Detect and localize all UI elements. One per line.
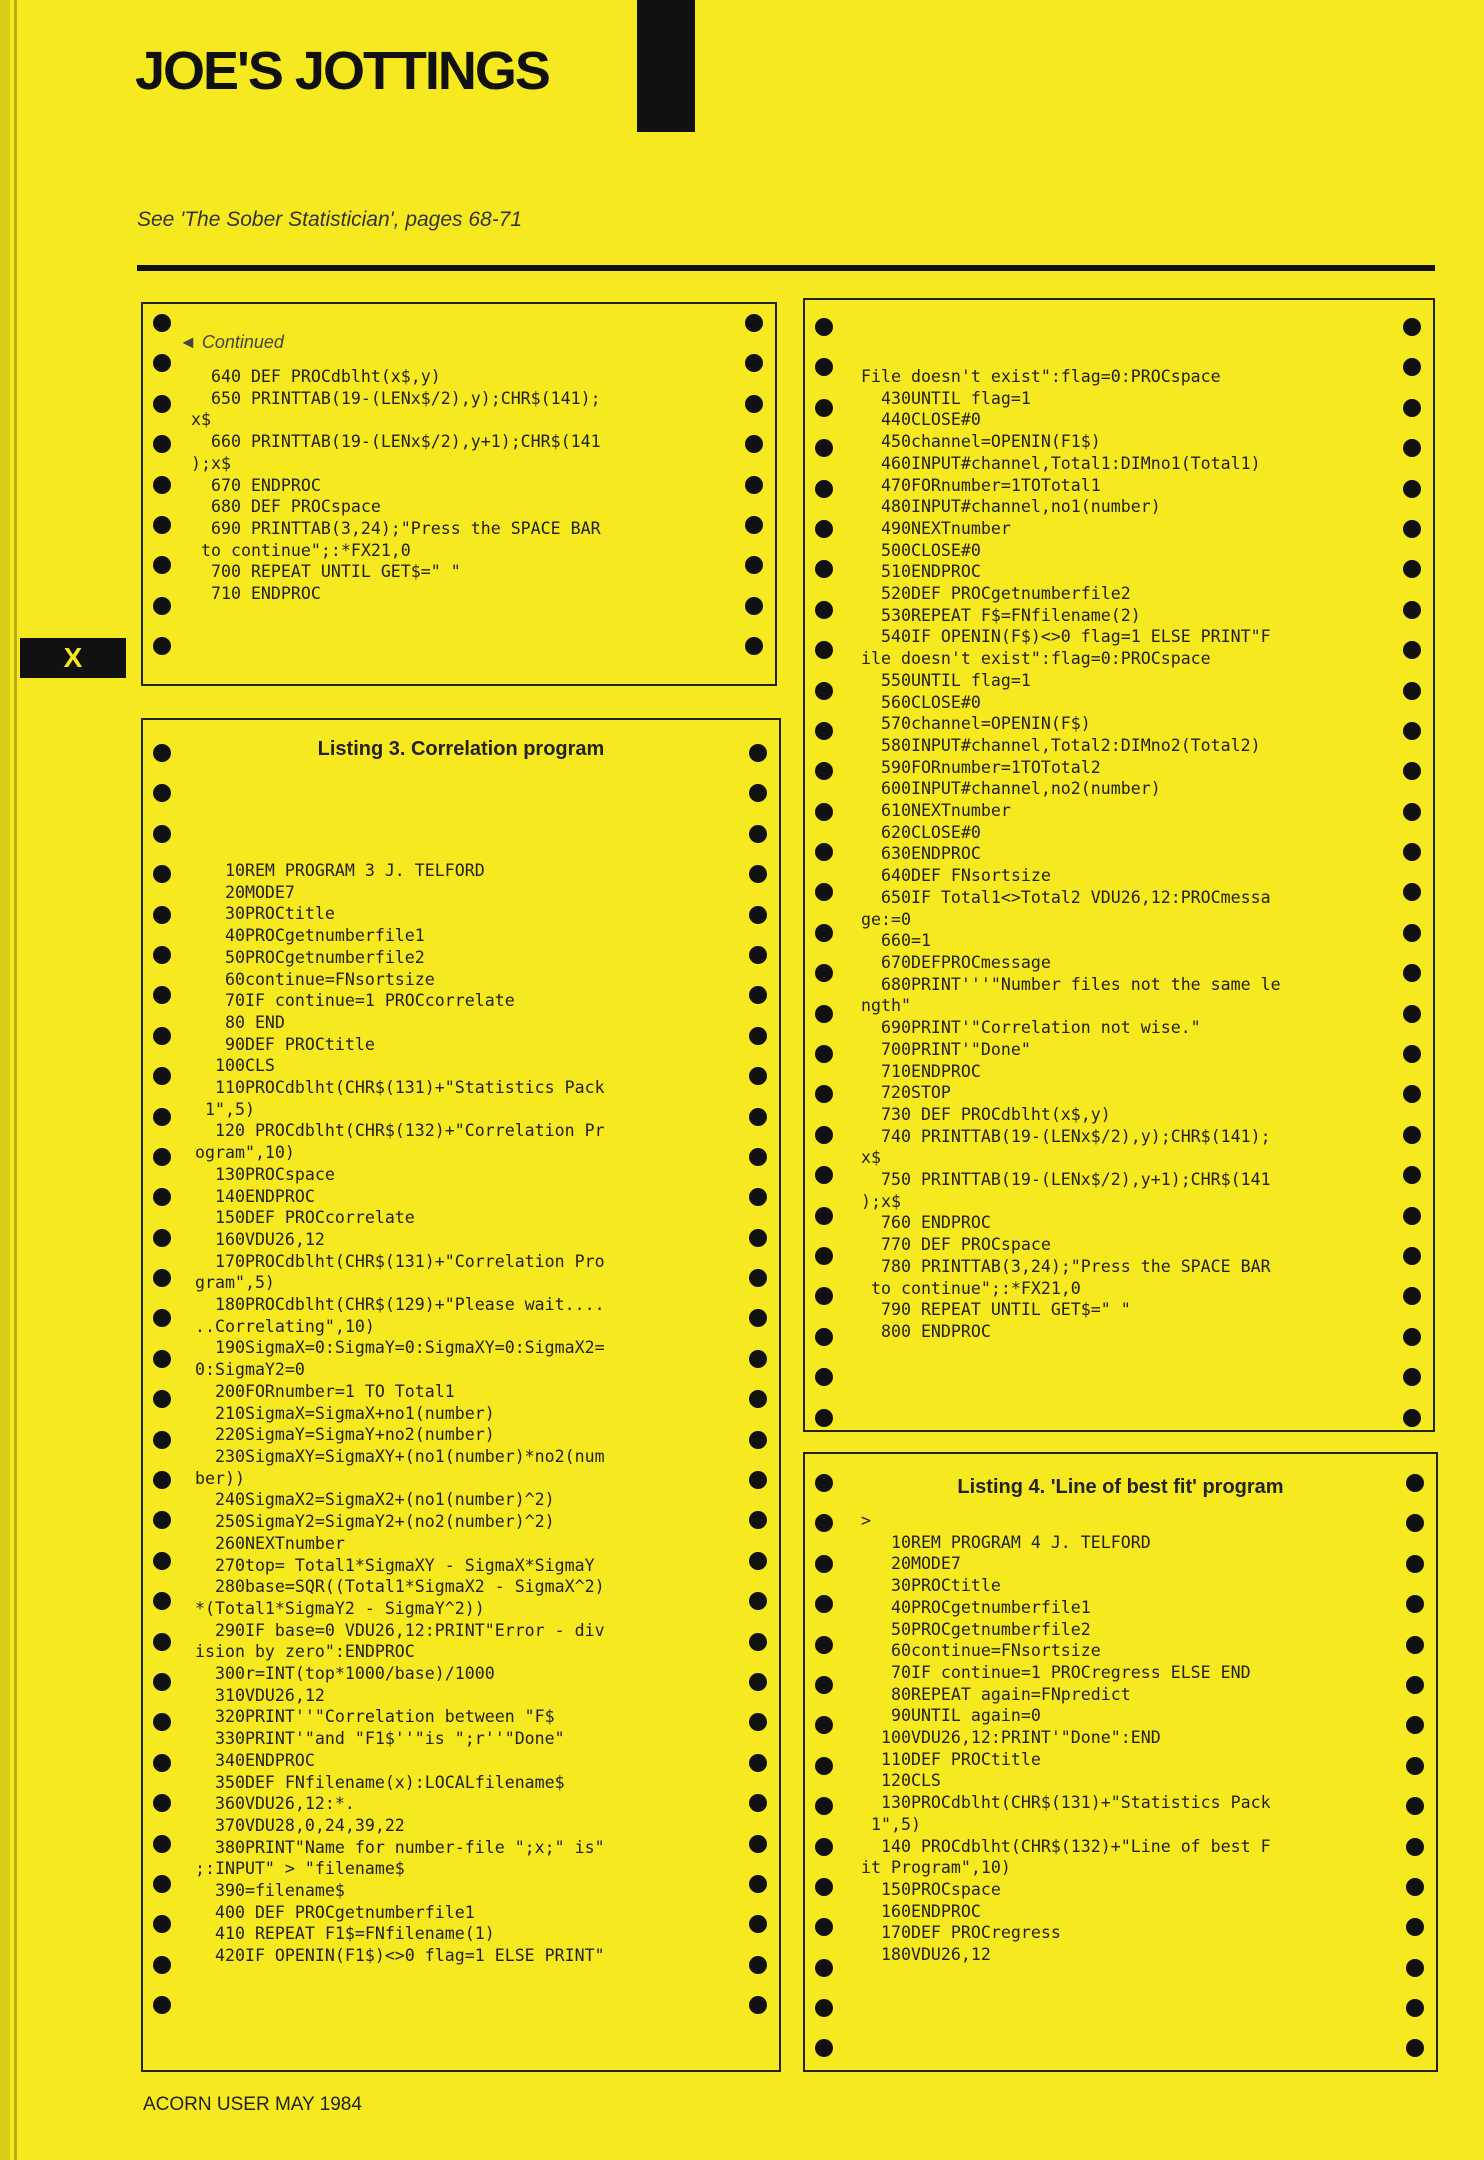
sprocket-hole <box>749 1633 767 1651</box>
sprocket-hole <box>153 1996 171 2014</box>
sprocket-hole <box>815 1328 833 1346</box>
continued-label: ◄ Continued <box>179 332 284 352</box>
sprocket-hole <box>1403 883 1421 901</box>
sprocket-hole <box>815 1005 833 1023</box>
sprocket-hole <box>1403 399 1421 417</box>
sprocket-hole <box>745 354 763 372</box>
left-sprocket-holes <box>815 318 835 1449</box>
sprocket-hole <box>749 1188 767 1206</box>
sprocket-hole <box>153 1229 171 1247</box>
sprocket-hole <box>153 637 171 655</box>
sprocket-hole <box>153 314 171 332</box>
sprocket-hole <box>1406 1959 1424 1977</box>
listing-title: Listing 3. Correlation program <box>317 738 605 760</box>
sprocket-hole <box>1403 1287 1421 1305</box>
sprocket-hole <box>1403 924 1421 942</box>
sprocket-hole <box>749 1431 767 1449</box>
sprocket-hole <box>815 1287 833 1305</box>
sprocket-hole <box>749 1673 767 1691</box>
sprocket-hole <box>745 435 763 453</box>
sprocket-hole <box>815 1999 833 2017</box>
sprocket-hole <box>815 1555 833 1573</box>
sprocket-hole <box>153 556 171 574</box>
sprocket-hole <box>749 865 767 883</box>
sprocket-hole <box>815 399 833 417</box>
sprocket-hole <box>749 1350 767 1368</box>
sprocket-hole <box>1403 480 1421 498</box>
code-listing: File doesn't exist":flag=0:PROCspace 430UNTIL flag=1 440CLOSE#0 450channel=OPENIN(F1$) 460INPUT#channel,Total1:DIMno1(Total1) 470FORnumber=1TOTotal1 480INPUT#channel,no1(number) 490NEXTnumber 500CLOSE#0 510ENDPROC 520DEF PROCgetnumberfile2 530REPEAT F$=FNfilename(2) 540IF OPENIN(F$)<>0 flag=1 ELSE PRINT"F ile doesn't exist":flag=0:PROCspace 550UNTIL flag=1 560CLOSE#0 570channel=OPENIN(F$) 580INPUT#channel,Total2:DIMno2(Total2) 590FORnumber=1TOTotal2 600INPUT#channel,no2(number) 610NEXTnumber 620CLOSE#0 630ENDPROC 640DEF FNsortsize 650IF Total1<>Total2 VDU26,12:PROCmessa ge:=0 660=1 670DEFPROCmessage 680PRINT'''"Number files not the same le ngth" 690PRINT'"Correlation not wise." 700PRINT'"Done" 710ENDPROC 720STOP 730 DEF PROCdblht(x$,y) 740 PRINTTAB(19-(LENx$/2),y);CHR$(141); x$ 750 PRINTTAB(19-(LENx$/2),y+1);CHR$(141 );x$ 760 ENDPROC 770 DEF PROCspace 780 PRINTTAB(3,24);"Press the SPACE BAR to continue";:*FX21,0 790 REPEAT UNTIL GET$=" " 800 ENDPROC <box>861 367 1281 1341</box>
code-listing: 10REM PROGRAM 3 J. TELFORD 20MODE7 30PROCtitle 40PROCgetnumberfile1 50PROCgetnumberfile2 60continue=FNsortsize 70IF continue=1 PROCcorrelate 80 END 90DEF PROCtitle 100CLS 110PROCdblht(CHR$(131)+"Statistics Pack 1",5) 120 PROCdblht(CHR$(132)+"Correlation Pr ogram",10) 130PROCspace 140ENDPROC 150DEF PROCcorrelate 160VDU26,12 170PROCdblht(CHR$(131)+"Correlation Pro gram",5) 180PROCdblht(CHR$(129)+"Please wait.... ..Correlating",10) 190SigmaX=0:SigmaY=0:SigmaXY=0:SigmaX2= 0:SigmaY2=0 200FORnumber=1 TO Total1 210SigmaX=SigmaX+no1(number) 220SigmaY=SigmaY+no2(number) 230SigmaXY=SigmaXY+(no1(number)*no2(num ber)) 240SigmaX2=SigmaX2+(no1(number)^2) 250SigmaY2=SigmaY2+(no2(number)^2) 260NEXTnumber 270top= Total1*SigmaXY - SigmaX*SigmaY 280base=SQR((Total1*SigmaX2 - SigmaX^2) *(Total1*SigmaY2 - SigmaY^2)) 290IF base=0 VDU26,12:PRINT"Error - div ision by zero":ENDPROC 300r=INT(top*1000/base)/1000 310VDU26,12 320PRINT''"Correlation between "F$ 330PRINT'"and "F1$''"is ";r''"Done" 340ENDPROC 350DEF FNfilename(x):LOCALfilename$ 360VDU26,12:*. 370VDU28,0,24,39,22 380PRINT"Name for number-file ";x;" is" ;:INPUT" > "filename$ 390=filename$ 400 DEF PROCgetnumberfile1 410 REPEAT F1$=FNfilename(1) 420IF OPENIN(F1$)<>0 flag=1 ELSE PRINT" <box>195 861 605 1966</box>
sprocket-hole <box>1406 1878 1424 1896</box>
sprocket-hole <box>815 803 833 821</box>
right-sprocket-holes <box>1403 318 1423 1449</box>
sprocket-hole <box>153 1633 171 1651</box>
sprocket-hole <box>153 1754 171 1772</box>
sprocket-hole <box>749 1067 767 1085</box>
sprocket-hole <box>153 1269 171 1287</box>
sprocket-hole <box>1406 1555 1424 1573</box>
sprocket-hole <box>815 560 833 578</box>
sprocket-hole <box>815 1878 833 1896</box>
sprocket-hole <box>815 1676 833 1694</box>
sprocket-hole <box>1403 682 1421 700</box>
sprocket-hole <box>153 946 171 964</box>
sprocket-hole <box>749 1148 767 1166</box>
sprocket-hole <box>745 597 763 615</box>
sprocket-hole <box>1406 1838 1424 1856</box>
sprocket-hole <box>749 1229 767 1247</box>
sprocket-hole <box>153 1915 171 1933</box>
continued-listing-panel <box>141 302 777 686</box>
sprocket-hole <box>153 1188 171 1206</box>
sprocket-hole <box>1403 1247 1421 1265</box>
sprocket-hole <box>749 1835 767 1853</box>
sprocket-hole <box>815 964 833 982</box>
sprocket-hole <box>1403 1045 1421 1063</box>
sprocket-hole <box>1406 1676 1424 1694</box>
sprocket-hole <box>1406 1918 1424 1936</box>
listing-4-panel <box>803 1452 1438 2072</box>
sprocket-hole <box>815 924 833 942</box>
sprocket-hole <box>749 1875 767 1893</box>
sprocket-hole <box>1406 1999 1424 2017</box>
sprocket-hole <box>153 825 171 843</box>
sprocket-hole <box>815 520 833 538</box>
sprocket-hole <box>153 1471 171 1489</box>
sprocket-hole <box>815 2039 833 2057</box>
sprocket-hole <box>153 597 171 615</box>
sprocket-hole <box>749 1108 767 1126</box>
left-sprocket-holes <box>815 1474 835 2080</box>
sprocket-hole <box>1403 318 1421 336</box>
page-edge-line <box>14 0 17 2160</box>
sprocket-hole <box>1403 1166 1421 1184</box>
sprocket-hole <box>153 1592 171 1610</box>
sprocket-hole <box>153 354 171 372</box>
sprocket-hole <box>745 395 763 413</box>
sprocket-hole <box>1403 722 1421 740</box>
listing-3-panel <box>141 718 781 2072</box>
sprocket-hole <box>815 1045 833 1063</box>
sprocket-hole <box>153 1713 171 1731</box>
sprocket-hole <box>1406 1514 1424 1532</box>
sprocket-hole <box>815 1595 833 1613</box>
sprocket-hole <box>749 1471 767 1489</box>
sprocket-hole <box>749 784 767 802</box>
sprocket-hole <box>815 1959 833 1977</box>
sprocket-hole <box>1403 1005 1421 1023</box>
sprocket-hole <box>815 1368 833 1386</box>
sprocket-hole <box>1403 560 1421 578</box>
sprocket-hole <box>815 1207 833 1225</box>
sprocket-hole <box>153 395 171 413</box>
sprocket-hole <box>153 906 171 924</box>
sprocket-hole <box>815 1166 833 1184</box>
sprocket-hole <box>749 1592 767 1610</box>
page-edge <box>0 0 10 2160</box>
sprocket-hole <box>815 318 833 336</box>
sprocket-hole <box>1403 439 1421 457</box>
sprocket-hole <box>749 744 767 762</box>
sprocket-hole <box>153 516 171 534</box>
footer-text: ACORN USER MAY 1984 <box>143 2094 362 2115</box>
sprocket-hole <box>749 1309 767 1327</box>
sprocket-hole <box>815 1409 833 1427</box>
sprocket-hole <box>749 1996 767 2014</box>
sprocket-hole <box>815 722 833 740</box>
sprocket-hole <box>749 1390 767 1408</box>
sprocket-hole <box>1406 1595 1424 1613</box>
sprocket-hole <box>1406 1757 1424 1775</box>
sprocket-hole <box>749 1915 767 1933</box>
code-listing: > 10REM PROGRAM 4 J. TELFORD 20MODE7 30PROCtitle 40PROCgetnumberfile1 50PROCgetnumberfile2 60continue=FNsortsize 70IF continue=1 PROCregress ELSE END 80REPEAT again=FNpredict 90UNTIL again=0 100VDU26,12:PRINT'"Done":END 110DEF PROCtitle 120CLS 130PROCdblht(CHR$(131)+"Statistics Pack 1",5) 140 PROCdblht(CHR$(132)+"Line of best F it Program",10) 150PROCspace 160ENDPROC 170DEF PROCregress 180VDU26,12 <box>861 1511 1271 1965</box>
sprocket-hole <box>749 986 767 1004</box>
sprocket-hole <box>815 682 833 700</box>
sprocket-hole <box>815 1085 833 1103</box>
sprocket-hole <box>1406 1716 1424 1734</box>
sprocket-hole <box>153 1350 171 1368</box>
sprocket-hole <box>815 358 833 376</box>
sprocket-hole <box>815 1514 833 1532</box>
left-sprocket-holes <box>153 744 173 2037</box>
sprocket-hole <box>815 762 833 780</box>
sprocket-hole <box>815 1716 833 1734</box>
page-title: JOE'S JOTTINGS <box>135 41 549 101</box>
right-sprocket-holes <box>745 314 765 678</box>
sprocket-hole <box>153 1552 171 1570</box>
code-listing: 640 DEF PROCdblht(x$,y) 650 PRINTTAB(19-(LENx$/2),y);CHR$(141); x$ 660 PRINTTAB(19-(LENx$/2),y+1);CHR$(141 );x$ 670 ENDPROC 680 DEF PROCspace 690 PRINTTAB(3,24);"Press the SPACE BAR to continue";:*FX21,0 700 REPEAT UNTIL GET$=" " 710 ENDPROC <box>191 367 601 604</box>
sprocket-hole <box>815 1474 833 1492</box>
sprocket-hole <box>745 476 763 494</box>
sprocket-hole <box>815 439 833 457</box>
sprocket-hole <box>815 1838 833 1856</box>
sprocket-hole <box>1403 843 1421 861</box>
sprocket-hole <box>153 1673 171 1691</box>
sprocket-hole <box>153 865 171 883</box>
sprocket-hole <box>1406 1797 1424 1815</box>
sprocket-hole <box>153 476 171 494</box>
sprocket-hole <box>749 1027 767 1045</box>
sprocket-hole <box>815 480 833 498</box>
sprocket-hole <box>1403 1085 1421 1103</box>
sprocket-hole <box>153 1835 171 1853</box>
sprocket-hole <box>815 641 833 659</box>
sprocket-hole <box>1403 803 1421 821</box>
sprocket-hole <box>745 637 763 655</box>
sprocket-hole <box>749 906 767 924</box>
sprocket-hole <box>815 1636 833 1654</box>
sprocket-hole <box>815 1757 833 1775</box>
sprocket-hole <box>153 435 171 453</box>
sprocket-hole <box>1406 2039 1424 2057</box>
sprocket-hole <box>1403 520 1421 538</box>
sprocket-hole <box>153 1794 171 1812</box>
sprocket-hole <box>815 883 833 901</box>
sprocket-hole <box>153 1956 171 1974</box>
sprocket-hole <box>153 1108 171 1126</box>
sprocket-hole <box>815 1126 833 1144</box>
sprocket-hole <box>153 744 171 762</box>
sprocket-hole <box>153 986 171 1004</box>
listing-title: Listing 4. 'Line of best fit' program <box>957 1476 1284 1498</box>
sprocket-hole <box>153 1027 171 1045</box>
sprocket-hole <box>749 1713 767 1731</box>
sprocket-hole <box>1403 601 1421 619</box>
sprocket-hole <box>1406 1474 1424 1492</box>
sprocket-hole <box>745 516 763 534</box>
sprocket-hole <box>153 1390 171 1408</box>
sprocket-hole <box>1403 964 1421 982</box>
header-rule <box>137 265 1435 271</box>
sprocket-hole <box>1403 1409 1421 1427</box>
sprocket-hole <box>153 1875 171 1893</box>
sprocket-hole <box>153 1511 171 1529</box>
section-tab: X <box>20 638 126 678</box>
sprocket-hole <box>153 1148 171 1166</box>
sprocket-hole <box>745 314 763 332</box>
right-sprocket-holes <box>749 744 769 2037</box>
sprocket-hole <box>749 1552 767 1570</box>
sprocket-hole <box>749 1269 767 1287</box>
sprocket-hole <box>1403 1328 1421 1346</box>
sprocket-hole <box>153 1067 171 1085</box>
sprocket-hole <box>815 1247 833 1265</box>
sprocket-hole <box>1403 641 1421 659</box>
sprocket-hole <box>749 1956 767 1974</box>
sprocket-hole <box>815 1918 833 1936</box>
see-also-note: See 'The Sober Statistician', pages 68-71 <box>137 208 523 231</box>
right-sprocket-holes <box>1406 1474 1426 2080</box>
sprocket-hole <box>1403 762 1421 780</box>
sprocket-hole <box>1403 1126 1421 1144</box>
sprocket-hole <box>749 1754 767 1772</box>
sprocket-hole <box>745 556 763 574</box>
title-bar-decoration <box>637 0 695 132</box>
sprocket-hole <box>815 1797 833 1815</box>
sprocket-hole <box>749 946 767 964</box>
sprocket-hole <box>1403 1368 1421 1386</box>
sprocket-hole <box>153 1309 171 1327</box>
sprocket-hole <box>749 1794 767 1812</box>
sprocket-hole <box>1403 1207 1421 1225</box>
sprocket-hole <box>1403 358 1421 376</box>
listing-3-continued-panel <box>803 298 1435 1432</box>
sprocket-hole <box>1406 1636 1424 1654</box>
sprocket-hole <box>153 1431 171 1449</box>
sprocket-hole <box>815 601 833 619</box>
left-sprocket-holes <box>153 314 173 678</box>
sprocket-hole <box>153 784 171 802</box>
sprocket-hole <box>749 825 767 843</box>
sprocket-hole <box>815 843 833 861</box>
sprocket-hole <box>749 1511 767 1529</box>
